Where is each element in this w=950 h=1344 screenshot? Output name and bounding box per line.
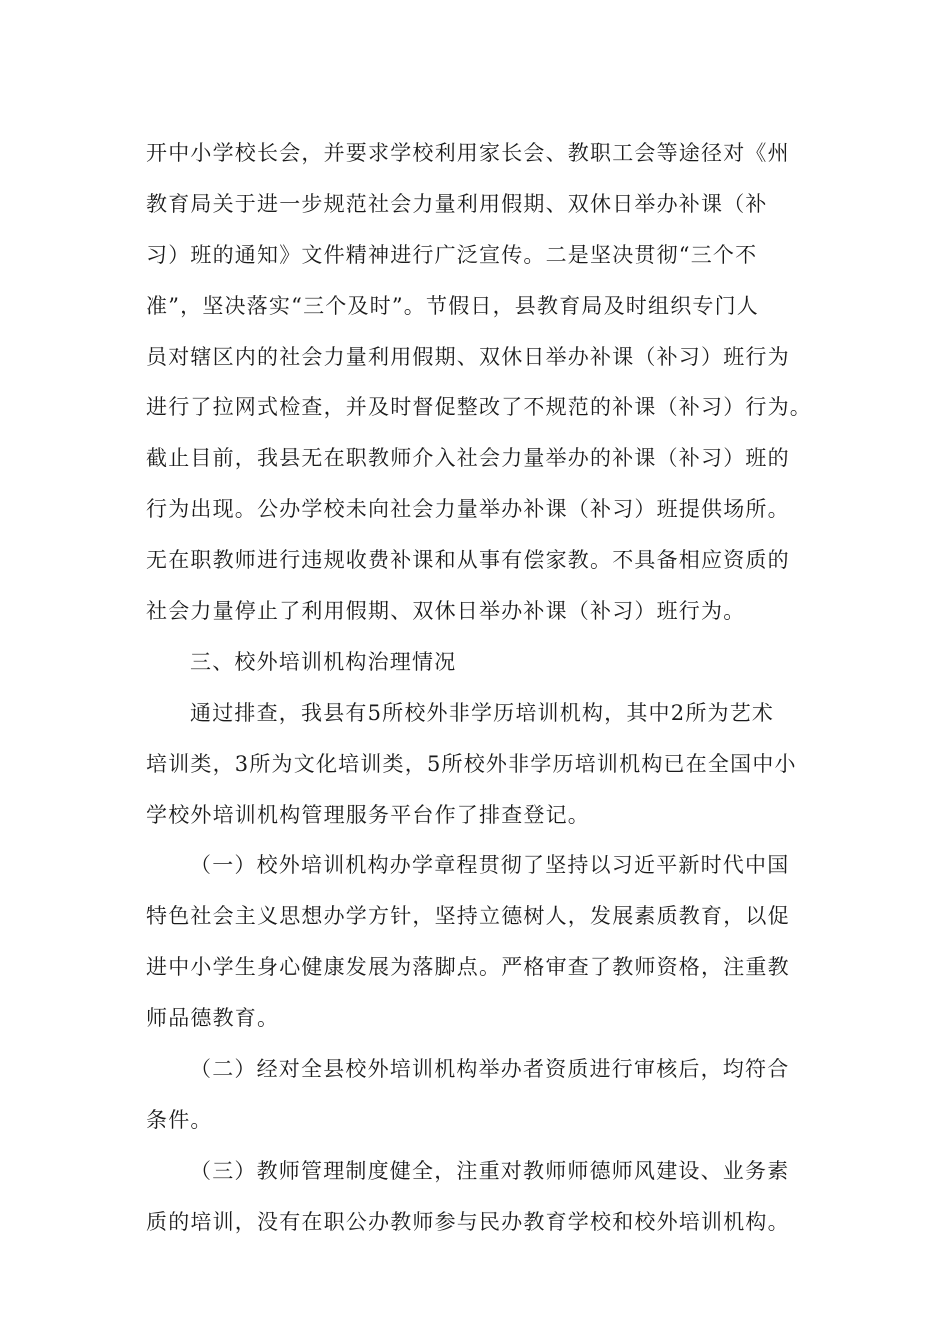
text-line-4: 准”，坚决落实“三个及时”。节假日，县教育局及时组织专门人 <box>146 293 760 318</box>
section-heading: 三、校外培训机构治理情况 <box>190 649 457 674</box>
text-line-6: 进行了拉网式检查，并及时督促整改了不规范的补课（补习）行为。 <box>146 395 812 420</box>
text-line-22: 质的培训，没有在职公办教师参与民办教育学校和校外培训机构。 <box>146 1209 790 1234</box>
text-line-14: 学校外培训机构管理服务平台作了排查登记。 <box>146 802 590 827</box>
text-line-20: 条件。 <box>146 1107 213 1132</box>
text-line-1: 开中小学校长会，并要求学校利用家长会、教职工会等途径对《州 <box>146 141 790 165</box>
text-line-7: 截止目前，我县无在职教师介入社会力量举办的补课（补习）班的 <box>146 446 790 471</box>
text-line-9: 无在职教师进行违规收费补课和从事有偿家教。不具备相应资质的 <box>146 548 790 573</box>
text-line-21: （三）教师管理制度健全，注重对教师师德师风建设、业务素 <box>190 1158 790 1183</box>
text-line-10: 社会力量停止了利用假期、双休日举办补课（补习）班行为。 <box>146 599 746 624</box>
text-line-2: 教育局关于进一步规范社会力量利用假期、双休日举办补课（补 <box>146 191 768 216</box>
text-line-18: 师品德教育。 <box>146 1006 280 1031</box>
text-line-16: 特色社会主义思想办学方针，坚持立德树人，发展素质教育，以促 <box>146 904 790 929</box>
text-line-15: （一）校外培训机构办学章程贯彻了坚持以习近平新时代中国 <box>190 853 790 878</box>
text-line-3: 习）班的通知》文件精神进行广泛宣传。二是坚决贯彻“三个不 <box>146 242 758 267</box>
text-line-5: 员对辖区内的社会力量利用假期、双休日举办补课（补习）班行为 <box>146 344 790 369</box>
text-line-17: 进中小学生身心健康发展为落脚点。严格审查了教师资格，注重教 <box>146 955 790 980</box>
text-line-19: （二）经对全县校外培训机构举办者资质进行审核后，均符合 <box>190 1057 790 1082</box>
document-body <box>146 128 812 1248</box>
text-line-8: 行为出现。公办学校未向社会力量举办补课（补习）班提供场所。 <box>146 497 790 522</box>
text-line-12: 通过排查，我县有5所校外非学历培训机构，其中2所为艺术 <box>190 700 775 725</box>
text-line-13: 培训类，3所为文化培训类，5所校外非学历培训机构已在全国中小 <box>146 751 797 776</box>
